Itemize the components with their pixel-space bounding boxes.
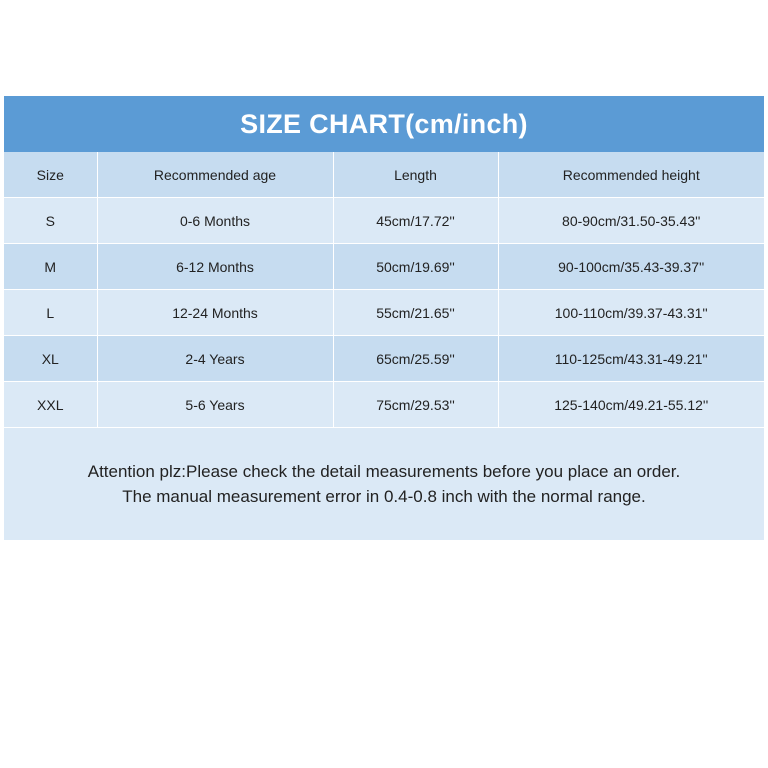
length-cell: 50cm/19.69'' <box>333 244 498 290</box>
table-row <box>4 198 764 244</box>
length-cell: 45cm/17.72'' <box>333 198 498 244</box>
attention-note-line-1: Attention plz:Please check the detail measurements before you place an order. <box>87 462 681 481</box>
length-cell: 75cm/29.53'' <box>333 382 498 428</box>
column-header-recommended-height: Recommended height <box>498 152 764 198</box>
table-row <box>4 382 764 428</box>
age-cell: 2-4 Years <box>97 336 333 382</box>
height-cell: 90-100cm/35.43-39.37'' <box>498 244 764 290</box>
age-cell: 6-12 Months <box>97 244 333 290</box>
height-cell: 100-110cm/39.37-43.31'' <box>498 290 764 336</box>
height-cell: 110-125cm/43.31-49.21'' <box>498 336 764 382</box>
column-header-recommended-age: Recommended age <box>97 152 333 198</box>
size-cell: M <box>4 244 97 290</box>
column-header-size: Size <box>4 152 97 198</box>
column-header-length: Length <box>333 152 498 198</box>
size-cell: L <box>4 290 97 336</box>
length-cell: 65cm/25.59'' <box>333 336 498 382</box>
table-header-row <box>4 152 764 198</box>
age-cell: 0-6 Months <box>97 198 333 244</box>
size-chart-title: SIZE CHART(cm/inch) <box>4 96 764 152</box>
age-cell: 5-6 Years <box>97 382 333 428</box>
table-row <box>4 244 764 290</box>
size-cell: S <box>4 198 97 244</box>
size-table <box>4 152 764 428</box>
age-cell: 12-24 Months <box>97 290 333 336</box>
height-cell: 80-90cm/31.50-35.43'' <box>498 198 764 244</box>
size-chart <box>4 96 764 540</box>
table-row <box>4 290 764 336</box>
size-cell: XL <box>4 336 97 382</box>
length-cell: 55cm/21.65'' <box>333 290 498 336</box>
attention-note <box>4 428 764 540</box>
table-row <box>4 336 764 382</box>
size-cell: XXL <box>4 382 97 428</box>
height-cell: 125-140cm/49.21-55.12'' <box>498 382 764 428</box>
attention-note-line-2: The manual measurement error in 0.4-0.8 inch with the normal range. <box>122 487 646 506</box>
